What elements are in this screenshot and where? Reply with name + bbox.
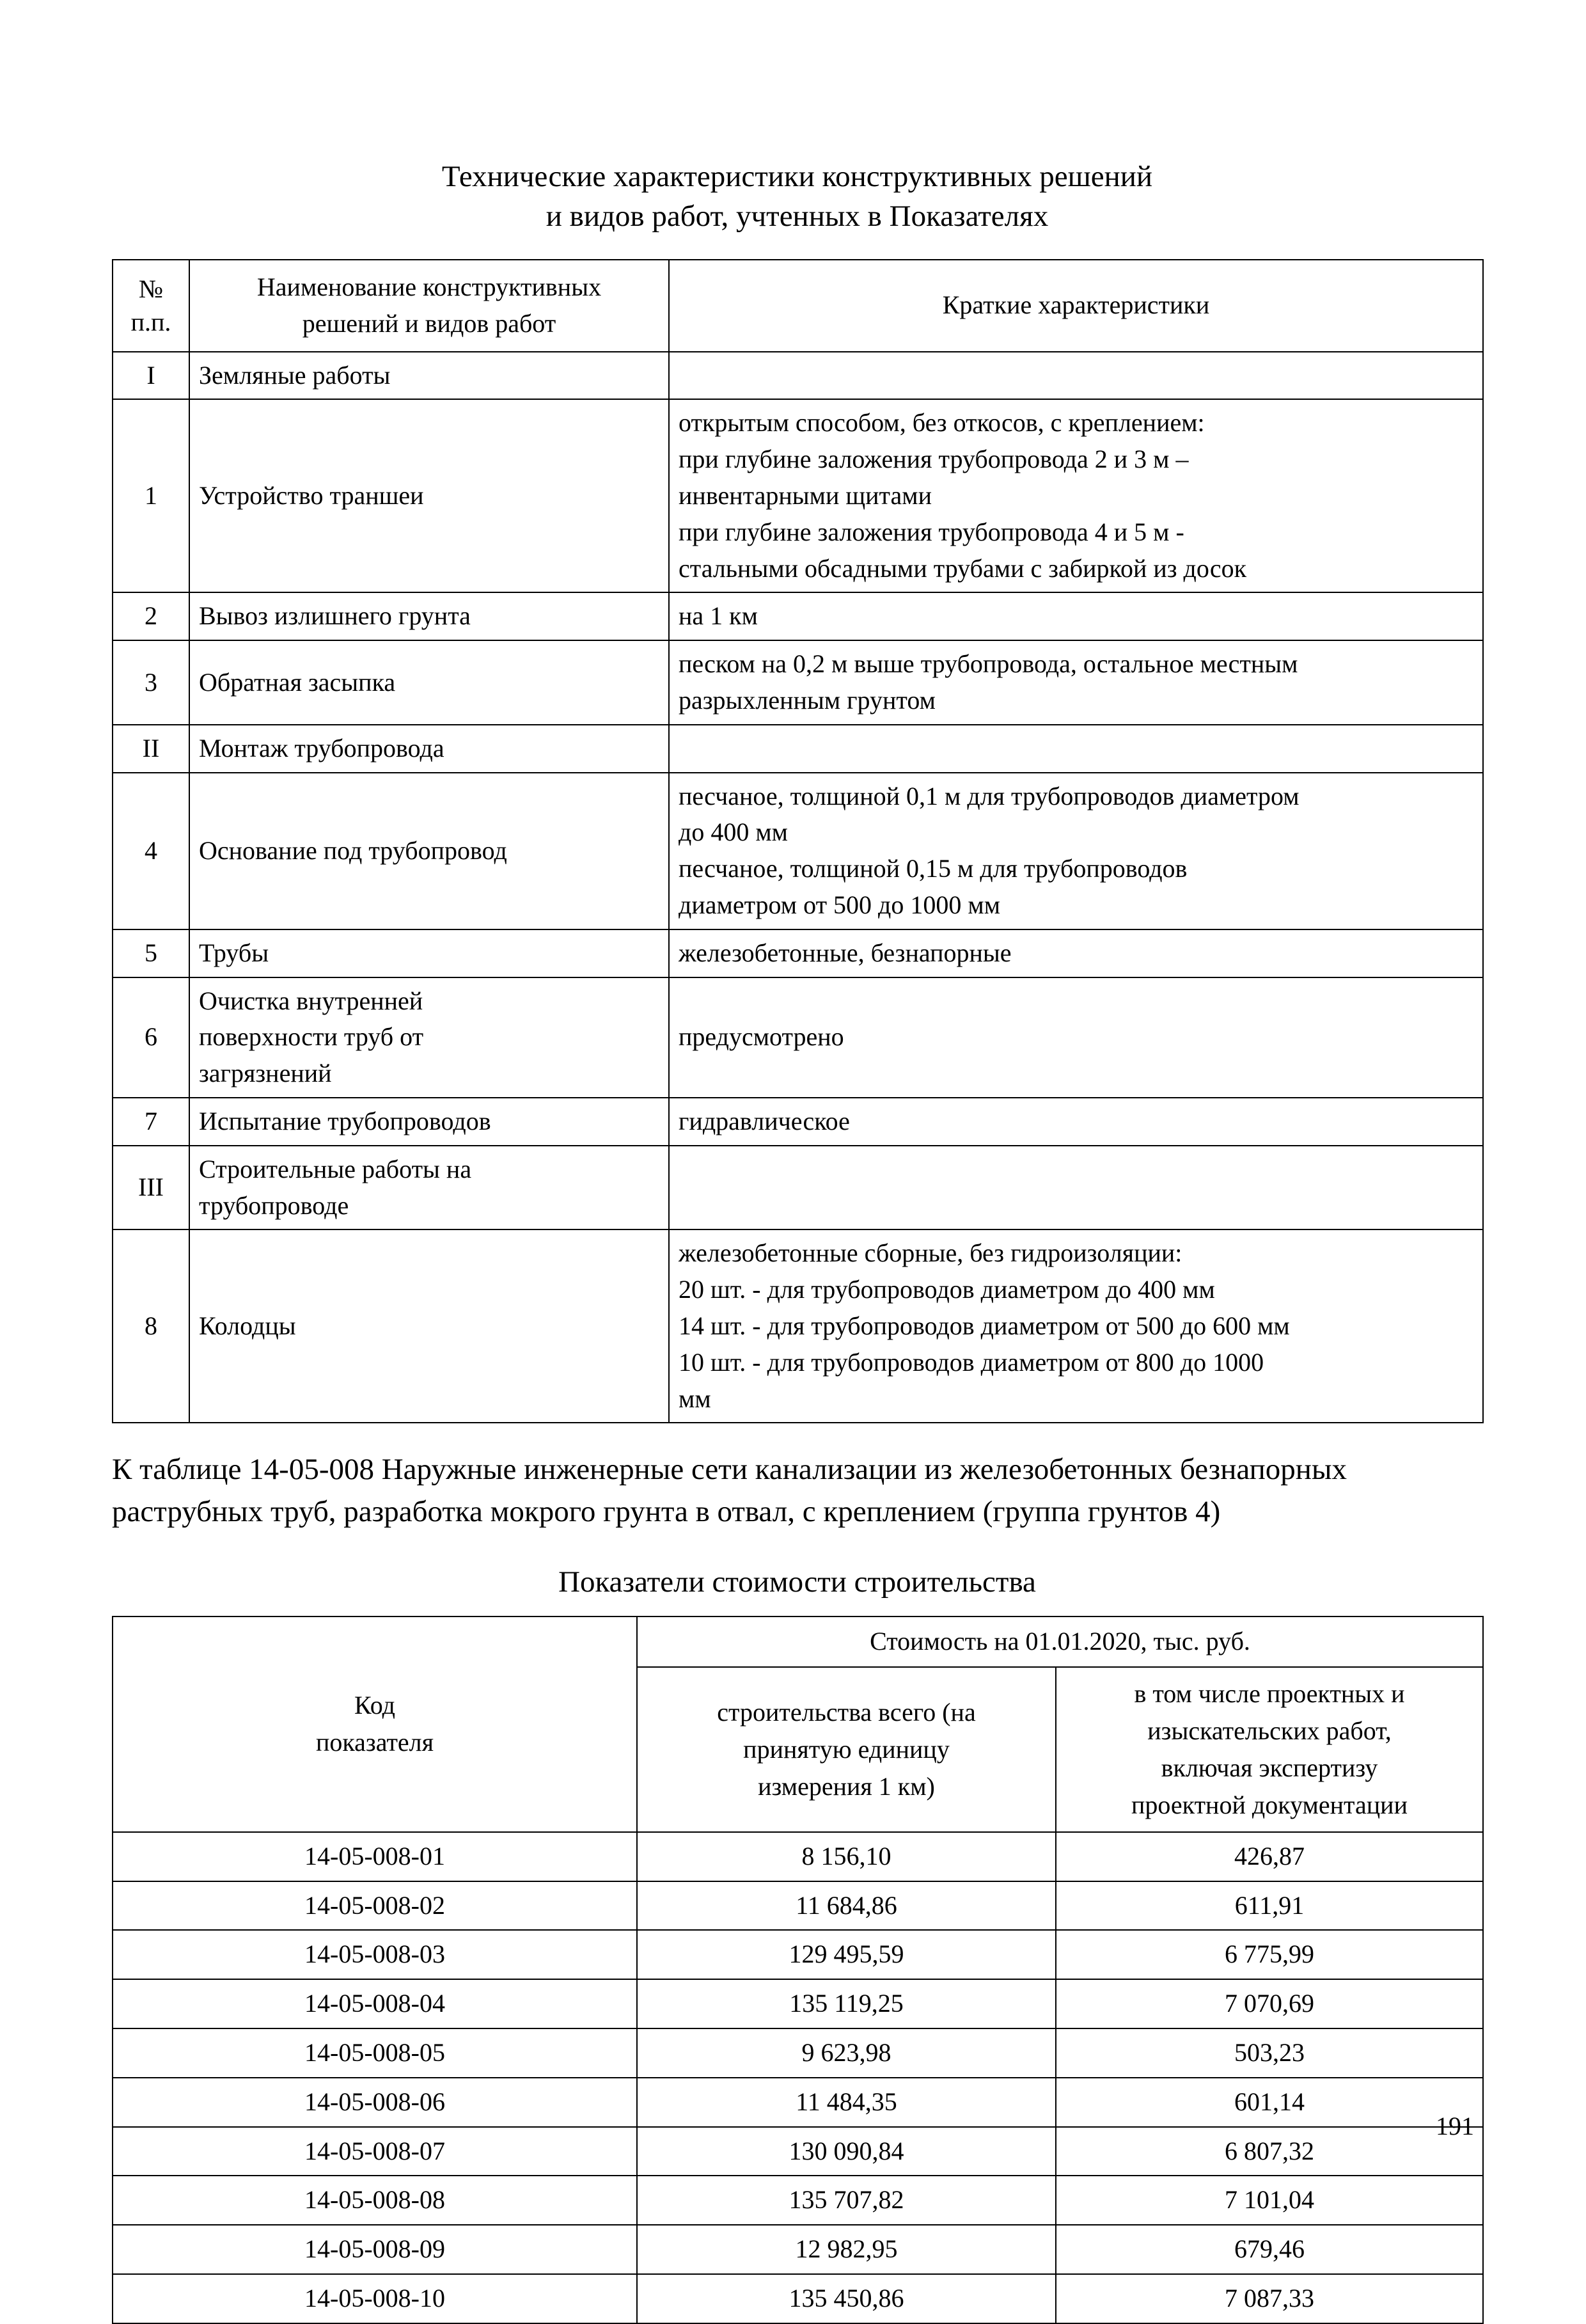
tech-table-header-row xyxy=(113,260,1483,352)
row-description-line-3: песчаное, толщиной 0,15 м для трубопроводов xyxy=(679,854,1188,883)
table-row xyxy=(113,773,1483,929)
header-code-line-2: показателя xyxy=(315,1728,434,1757)
row-description-line-1: на 1 км xyxy=(679,601,758,631)
row-work-name-line-1: Строительные работы на xyxy=(199,1154,472,1183)
row-work-name-line-2: трубопроводе xyxy=(199,1190,349,1220)
row-work-name: Основание под трубопровод xyxy=(189,773,669,929)
indicator-code: 14-05-008-10 xyxy=(113,2274,637,2323)
header-cell-total xyxy=(637,1667,1056,1832)
table-row xyxy=(113,2274,1483,2323)
tech-characteristics-table xyxy=(112,259,1484,1423)
row-work-name: Трубы xyxy=(189,929,669,977)
row-description xyxy=(669,352,1483,400)
cost-total: 135 450,86 xyxy=(637,2274,1056,2323)
table-row xyxy=(113,1832,1483,1881)
row-number: I xyxy=(113,352,189,400)
cost-total: 8 156,10 xyxy=(637,1832,1056,1881)
header-design-line-1: в том числе проектных и xyxy=(1134,1679,1405,1708)
row-work-name xyxy=(189,1146,669,1230)
header-name-line-2: решений и видов работ xyxy=(302,308,556,338)
cost-design: 601,14 xyxy=(1056,2078,1483,2127)
cost-table-head xyxy=(113,1617,1483,1832)
row-number: 4 xyxy=(113,773,189,929)
indicator-code: 14-05-008-07 xyxy=(113,2127,637,2176)
cost-design: 7 087,33 xyxy=(1056,2274,1483,2323)
cost-design: 7 070,69 xyxy=(1056,1979,1483,2028)
indicator-code: 14-05-008-08 xyxy=(113,2176,637,2225)
cost-total: 129 495,59 xyxy=(637,1930,1056,1979)
row-work-name: Вывоз излишнего грунта xyxy=(189,592,669,640)
cost-design: 6 775,99 xyxy=(1056,1930,1483,1979)
page-title xyxy=(112,0,1482,236)
row-description-line-2: до 400 мм xyxy=(679,818,788,847)
tech-table-head xyxy=(113,260,1483,352)
cost-design: 6 807,32 xyxy=(1056,2127,1483,2176)
row-description-line-1: открытым способом, без откосов, с креплением: xyxy=(679,408,1205,438)
row-description xyxy=(669,1098,1483,1146)
row-description-line-2: разрыхленным грунтом xyxy=(679,686,936,715)
row-work-name-line-1: Очистка внутренней xyxy=(199,986,423,1015)
row-description-line-2: при глубине заложения трубопровода 2 и 3 м – xyxy=(679,445,1189,474)
table-row xyxy=(113,2225,1483,2274)
intro-paragraph: К таблице 14-05-008 Наружные инженерные сети канализации из железобетонных безнапорных раструбных труб, разработка мокрого грунта в отвал, с креплением (группа грунтов 4) xyxy=(112,1453,1347,1529)
cost-table-header-row-1 xyxy=(113,1617,1483,1667)
header-design-line-4: проектной документации xyxy=(1131,1790,1408,1819)
row-description-line-3: 14 шт. - для трубопроводов диаметром от 500 до 600 мм xyxy=(679,1311,1290,1340)
cost-total: 11 484,35 xyxy=(637,2078,1056,2127)
row-description xyxy=(669,725,1483,773)
cost-design: 611,91 xyxy=(1056,1881,1483,1931)
page-title-line-2: и видов работ, учтенных в Показателях xyxy=(546,200,1049,233)
table-row xyxy=(113,725,1483,773)
row-description-line-3: инвентарными щитами xyxy=(679,481,932,510)
table-row xyxy=(113,1146,1483,1230)
table-row xyxy=(113,352,1483,400)
row-description xyxy=(669,977,1483,1098)
header-design-line-3: включая экспертизу xyxy=(1161,1753,1378,1782)
table-row xyxy=(113,1930,1483,1979)
page-number: 191 xyxy=(1436,2112,1474,2140)
page-content xyxy=(112,0,1482,2324)
cost-design: 503,23 xyxy=(1056,2028,1483,2078)
table-row xyxy=(113,1979,1483,2028)
header-number-line-2: п.п. xyxy=(130,307,171,336)
table-row xyxy=(113,2028,1483,2078)
cost-design: 426,87 xyxy=(1056,1832,1483,1881)
row-work-name xyxy=(189,977,669,1098)
table-row xyxy=(113,1881,1483,1931)
header-code-line-1: Код xyxy=(354,1691,395,1720)
indicator-code: 14-05-008-04 xyxy=(113,1979,637,2028)
header-cell-code xyxy=(113,1617,637,1832)
row-description-line-1: песком на 0,2 м выше трубопровода, остальное местным xyxy=(679,649,1298,679)
row-description xyxy=(669,1146,1483,1230)
header-cell-design xyxy=(1056,1667,1483,1832)
row-work-name: Земляные работы xyxy=(189,352,669,400)
row-description-line-4: 10 шт. - для трубопроводов диаметром от 800 до 1000 xyxy=(679,1347,1264,1377)
row-number: 8 xyxy=(113,1229,189,1423)
row-description-line-5: стальными обсадными трубами с забиркой из досок xyxy=(679,553,1247,583)
cost-total: 11 684,86 xyxy=(637,1881,1056,1931)
table-row xyxy=(113,1098,1483,1146)
row-number: 5 xyxy=(113,929,189,977)
header-number-line-1: № xyxy=(138,274,164,303)
table-row xyxy=(113,592,1483,640)
cost-total: 135 119,25 xyxy=(637,1979,1056,2028)
row-description xyxy=(669,399,1483,592)
cost-table-body xyxy=(113,1832,1483,2323)
row-description-line-1: железобетонные, безнапорные xyxy=(679,938,1012,967)
table-row xyxy=(113,2078,1483,2127)
row-work-name: Испытание трубопроводов xyxy=(189,1098,669,1146)
table-row xyxy=(113,640,1483,725)
cost-design: 7 101,04 xyxy=(1056,2176,1483,2225)
page-title-line-1: Технические характеристики конструктивных решений xyxy=(441,160,1153,193)
indicator-code: 14-05-008-02 xyxy=(113,1881,637,1931)
table-row xyxy=(113,399,1483,592)
header-name-line-1: Наименование конструктивных xyxy=(256,273,602,302)
cost-total: 12 982,95 xyxy=(637,2225,1056,2274)
row-description xyxy=(669,1229,1483,1423)
header-cell-name xyxy=(189,260,669,352)
table-row xyxy=(113,929,1483,977)
table-row xyxy=(113,977,1483,1098)
row-description-line-2: 20 шт. - для трубопроводов диаметром до 400 мм xyxy=(679,1275,1215,1304)
table-row xyxy=(113,1229,1483,1423)
cost-table-title: Показатели стоимости строительства xyxy=(558,1565,1036,1599)
row-work-name-line-2: поверхности труб от xyxy=(199,1022,424,1052)
indicator-code: 14-05-008-05 xyxy=(113,2028,637,2078)
row-description xyxy=(669,929,1483,977)
indicator-code: 14-05-008-06 xyxy=(113,2078,637,2127)
indicator-code: 14-05-008-03 xyxy=(113,1930,637,1979)
cost-design: 679,46 xyxy=(1056,2225,1483,2274)
row-description-line-4: диаметром от 500 до 1000 мм xyxy=(679,890,1001,920)
row-description-line-1: гидравлическое xyxy=(679,1107,850,1135)
header-total-line-2: принятую единицу xyxy=(743,1734,950,1764)
cost-total: 9 623,98 xyxy=(637,2028,1056,2078)
row-description-line-1: предусмотрено xyxy=(679,1022,844,1052)
row-description-line-5: мм xyxy=(679,1384,711,1413)
row-work-name-line-3: загрязнений xyxy=(199,1059,332,1088)
row-number: 1 xyxy=(113,399,189,592)
cost-total: 130 090,84 xyxy=(637,2127,1056,2176)
row-number: 6 xyxy=(113,977,189,1098)
row-work-name: Колодцы xyxy=(189,1229,669,1423)
header-cell-cost-span: Стоимость на 01.01.2020, тыс. руб. xyxy=(637,1617,1483,1667)
header-cell-description: Краткие характеристики xyxy=(669,260,1483,352)
table-row xyxy=(113,2176,1483,2225)
row-description xyxy=(669,592,1483,640)
row-description xyxy=(669,773,1483,929)
header-total-line-1: строительства всего (на xyxy=(717,1697,976,1727)
header-cell-number xyxy=(113,260,189,352)
tech-table-body xyxy=(113,352,1483,1423)
indicator-code: 14-05-008-01 xyxy=(113,1832,637,1881)
row-work-name: Устройство траншеи xyxy=(189,399,669,592)
indicator-code: 14-05-008-09 xyxy=(113,2225,637,2274)
row-work-name: Обратная засыпка xyxy=(189,640,669,725)
row-description-line-1: песчаное, толщиной 0,1 м для трубопроводов диаметром xyxy=(679,781,1299,810)
header-design-line-2: изыскательских работ, xyxy=(1147,1716,1392,1745)
row-number: III xyxy=(113,1146,189,1230)
row-number: 2 xyxy=(113,592,189,640)
row-work-name: Монтаж трубопровода xyxy=(189,725,669,773)
row-number: II xyxy=(113,725,189,773)
cost-indicators-table xyxy=(112,1616,1484,2324)
row-number: 3 xyxy=(113,640,189,725)
cost-total: 135 707,82 xyxy=(637,2176,1056,2225)
table-row xyxy=(113,2127,1483,2176)
row-description xyxy=(669,640,1483,725)
row-description-line-1: железобетонные сборные, без гидроизоляции: xyxy=(679,1238,1182,1268)
row-number: 7 xyxy=(113,1098,189,1146)
row-description-line-4: при глубине заложения трубопровода 4 и 5 м - xyxy=(679,517,1184,546)
header-total-line-3: измерения 1 км) xyxy=(758,1771,935,1801)
